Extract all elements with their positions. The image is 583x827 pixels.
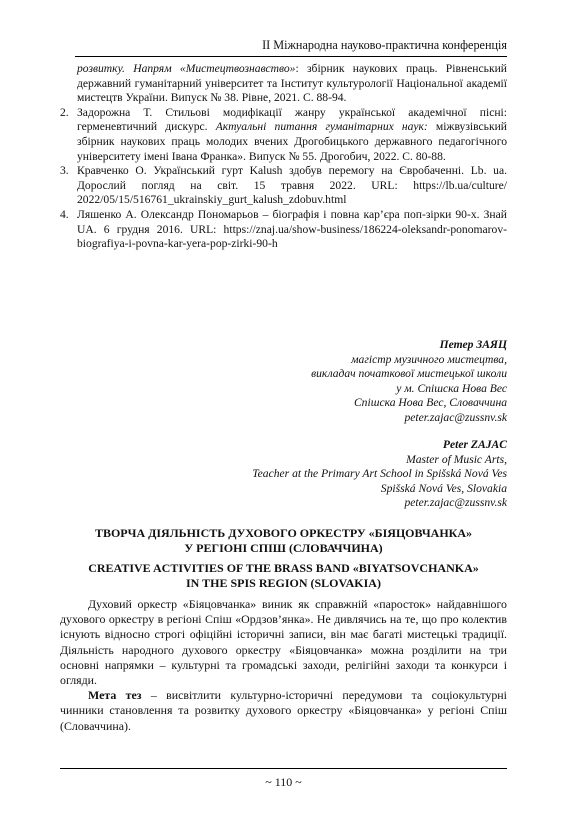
reference-item [60, 208, 507, 252]
reference-text: Задорожна Т. Стильові модифікації жанру української академічної пісні: герменевтичний дискурс. Актуальні питання гуманітарних наук: міжвузівський збірник наукових праць молодих вчених Дрогобицького державного педагогічного університету імені Івана Франка». Випуск № 55. Дрогобич, 2022. С. 80-88. [77, 105, 507, 163]
reference-number [60, 62, 77, 106]
author-location-en: Spišská Nová Ves, Slovakia [380, 481, 507, 495]
author-email-en[interactable]: peter.zajac@zussnv.sk [404, 496, 507, 510]
author-block-en [150, 438, 507, 511]
reference-text: розвитку. Напрям «Мистецтвознавство»: збірник наукових праць. Рівненський державний гуманітарний університет та Інститут культурології Національної академії мистецтв України. Випуск № 38. Рівне, 2021. С. 88-94. [77, 62, 507, 105]
reference-item [60, 62, 507, 106]
reference-item [60, 106, 507, 164]
reference-number: 4. [60, 207, 69, 221]
author-position-ua: викладач початкової мистецької школи [311, 367, 507, 381]
running-header: II Міжнародна науково-практична конференція [262, 38, 507, 52]
title-ua-line: У РЕГІОНІ СПІШ (СЛОВАЧЧИНА) [184, 540, 383, 555]
body-paragraph: Духовий оркестр «Біяцовчанка» виник як справжній «паросток» найдавнішого духового оркестру в регіоні Спіш «Ордзов’янка». Не дивлячись на те, що про колектив існують відносно строгі офіційні історичні записи, він має багаті мистецькі традиції. Діяльність народного духового оркестру «Біяцовчанка» можна розділити на три основні напрямки – культурні та громадські заходи, релігійні заходи та конкурси і огляди. [60, 597, 507, 688]
title-en [60, 561, 507, 590]
author-degree-en: Master of Music Arts, [406, 452, 507, 466]
title-en-line: CREATIVE ACTIVITIES OF THE BRASS BAND «BIYATSOVCHANKA» [88, 561, 479, 575]
footer-rule [60, 768, 507, 769]
reference-number: 3. [60, 164, 69, 178]
reference-text: Ляшенко А. Олександр Пономарьов – біографія і повна кар’єра поп-зірки 90-х. Знай UA. 6 грудня 2016. URL: https://znaj.ua/show-business/186224-oleksandr-ponomarov-biografiya-i-povna-kar-yera-pop-zirki-90-h [77, 207, 507, 251]
author-email-ua[interactable]: peter.zajac@zussnv.sk [404, 410, 507, 424]
title-ua-line: ТВОРЧА ДІЯЛЬНІСТЬ ДУХОВОГО ОРКЕСТРУ «БІЯЦОВЧАНКА» [94, 526, 473, 540]
author-name-ua: Петер ЗАЯЦ [439, 338, 507, 351]
author-position-en: Teacher at the Primary Art School in Spišská Nová Ves [252, 467, 507, 481]
body-paragraph [60, 688, 507, 734]
author-name-en: Peter ZAJAC [442, 438, 507, 451]
page-number: ~ 110 ~ [265, 775, 302, 789]
header-rule [75, 56, 507, 57]
title-ua [60, 526, 507, 555]
author-block-ua [150, 338, 507, 426]
paper-titles [60, 526, 507, 590]
reference-list [60, 62, 507, 252]
author-place-ua: у м. Спішска Нова Вес [396, 381, 507, 395]
reference-number: 2. [60, 105, 69, 119]
title-en-line: IN THE SPIS REGION (SLOVAKIA) [186, 575, 381, 590]
aim-text: – висвітлити культурно-історичні передумови та соціокультурні чинники становлення та розвитку духового оркестру «Біяцовчанка» у регіоні Спіш (Словаччина). [60, 688, 507, 733]
reference-item [60, 164, 507, 208]
author-degree-ua: магістр музичного мистецтва, [351, 352, 507, 366]
reference-text: Кравченко О. Український гурт Kalush здобув перемогу на Євробаченні. Lb. ua. Дорослий погляд на світ. 15 травня 2022. URL: https://lb.ua/culture/ 2022/05/15/516761_ukrainskiy_gurt_kalush_zdobuv.html [77, 164, 507, 207]
body-text [60, 597, 507, 734]
author-location-ua: Спішска Нова Вес, Словаччина [353, 396, 507, 410]
aim-label: Мета тез [88, 688, 142, 703]
